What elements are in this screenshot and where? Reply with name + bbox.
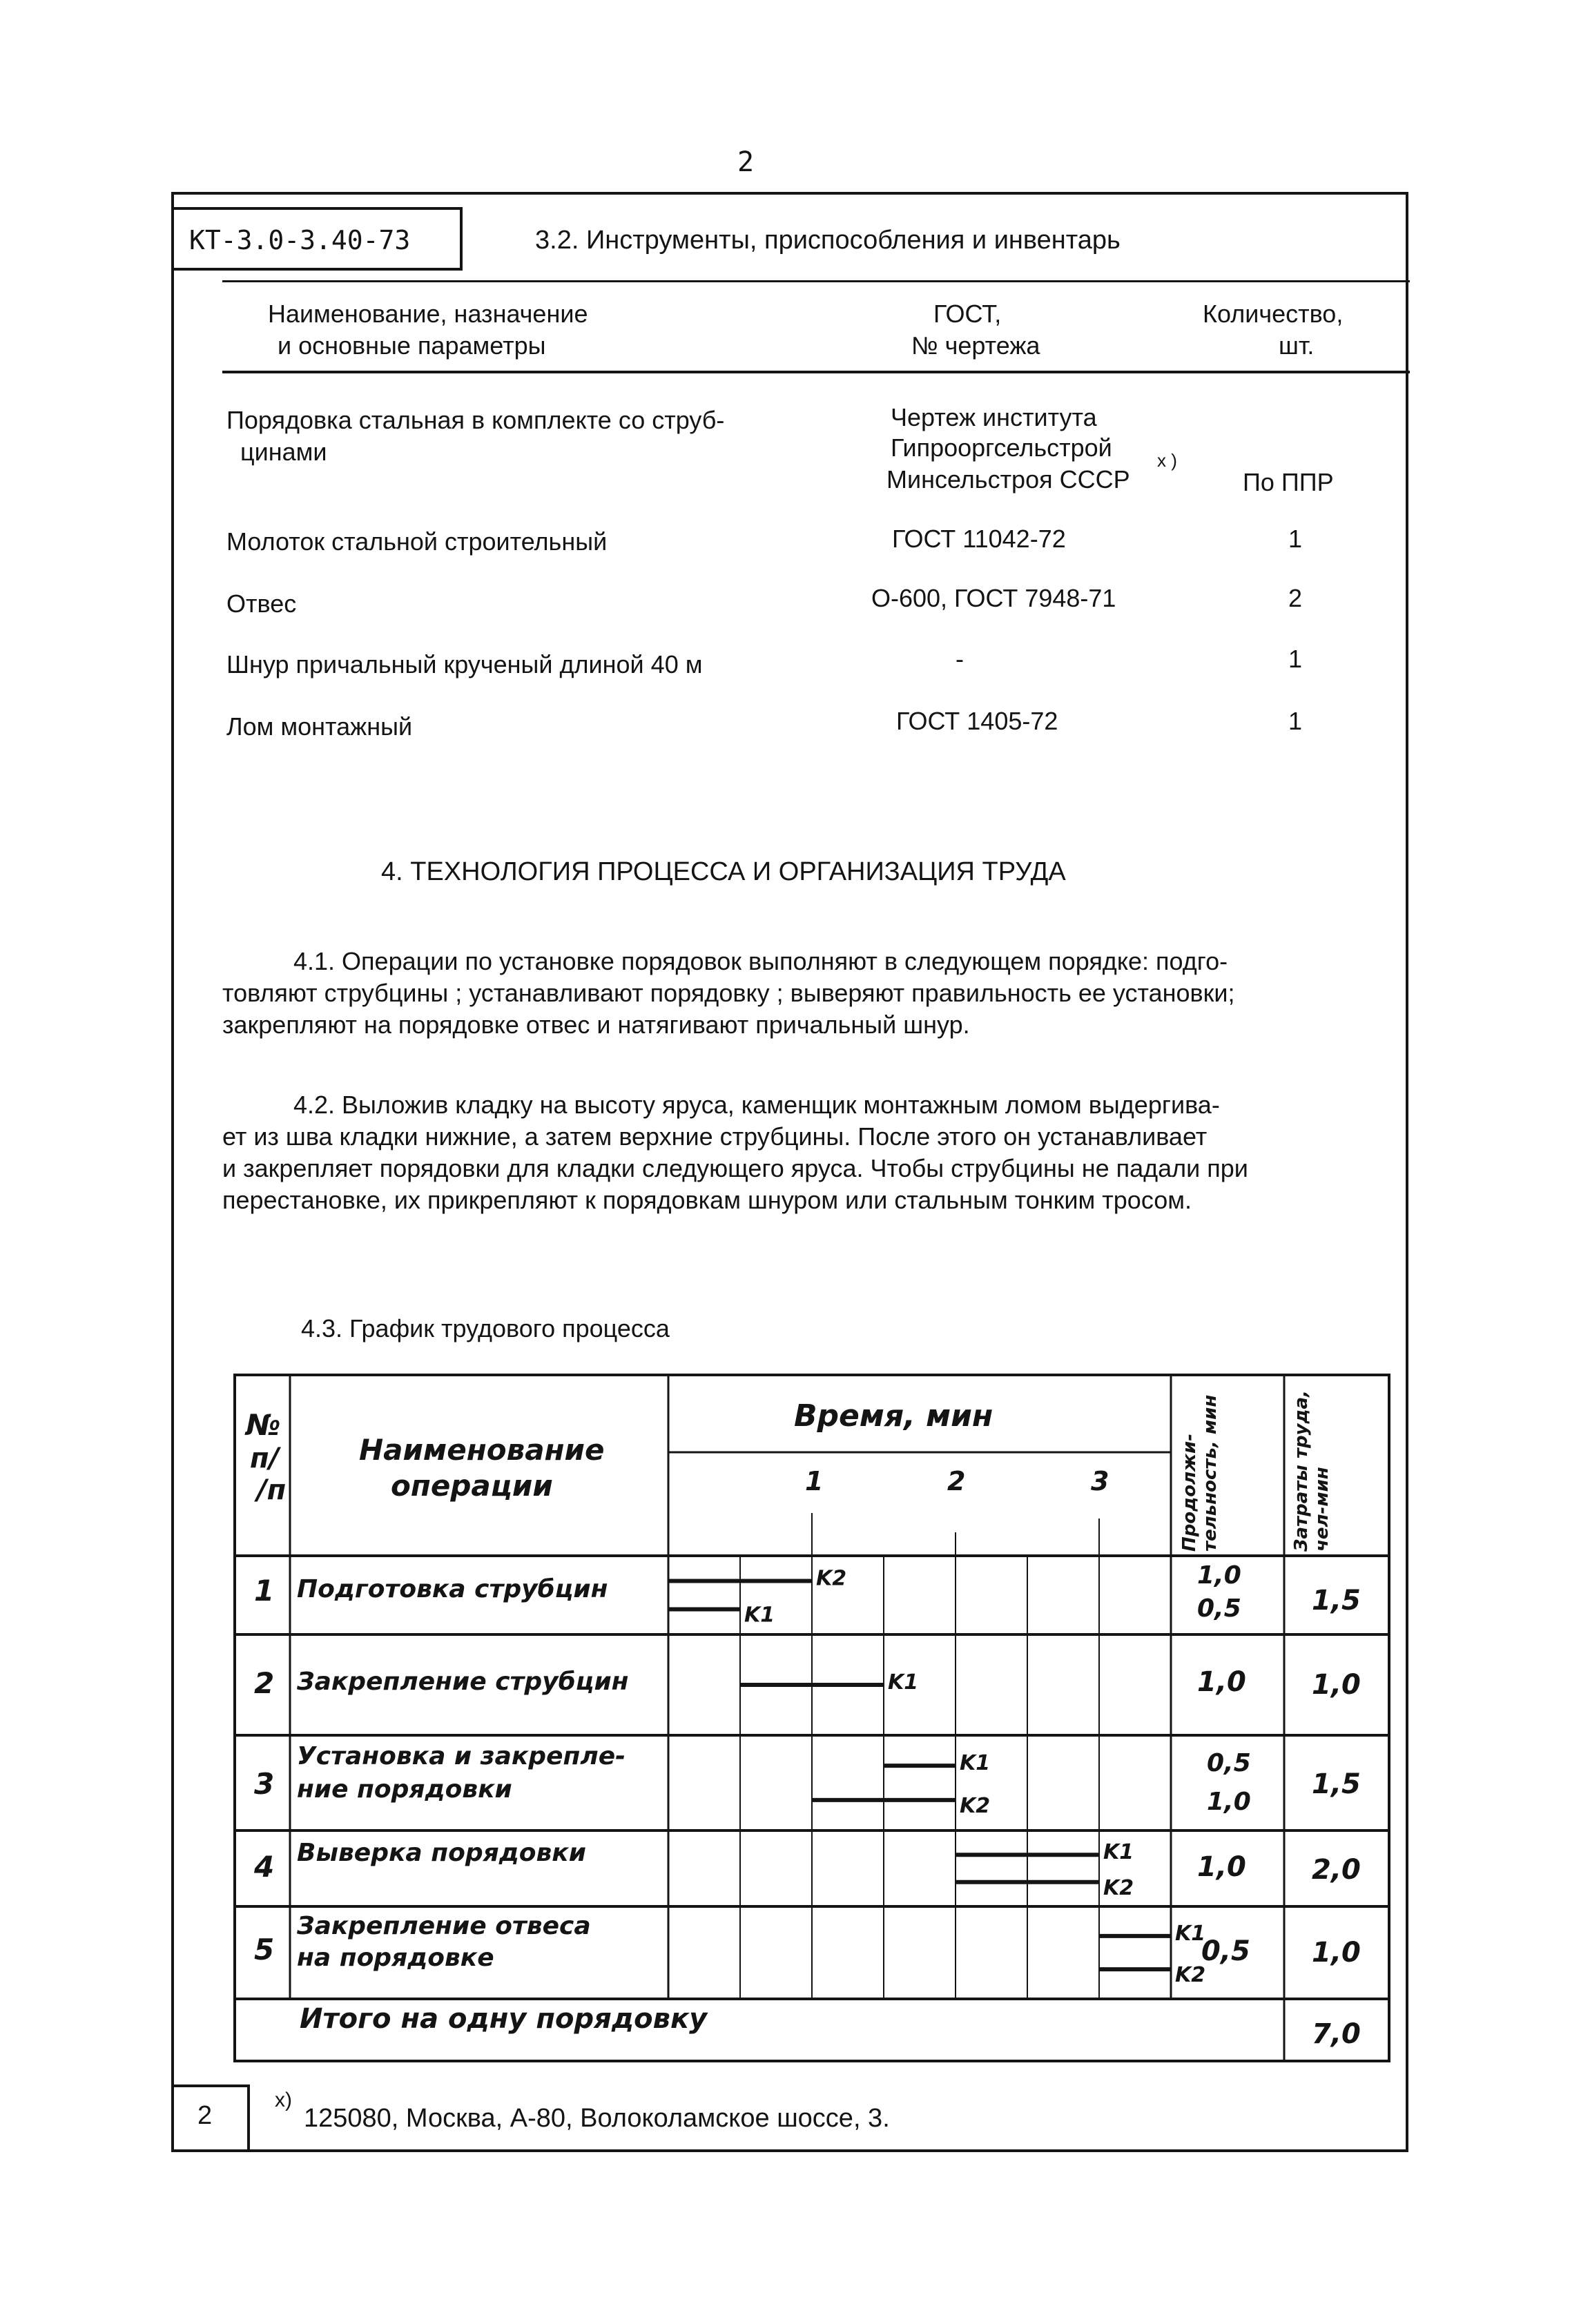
graph-row-2-no: 2 <box>254 1666 275 1700</box>
tools-header-qty-1: Количество, <box>1203 300 1344 328</box>
page-number-top: 2 <box>737 146 755 178</box>
tool-5-name: Лом монтажный <box>226 712 413 741</box>
para-4-2-line-4: перестановке, их прикрепляют к порядовкам шнуром или стальным тонким тросом. <box>222 1186 1192 1214</box>
tool-4-qty: 1 <box>1288 645 1303 673</box>
graph-row-3-no: 3 <box>254 1767 275 1801</box>
doc-code: КТ-3.0-3.40-73 <box>189 225 411 255</box>
page-number-bottom-box <box>173 2084 250 2151</box>
gantt-bar-label: K2 <box>1103 1875 1134 1900</box>
graph-row-1-dur-2: 0,5 <box>1197 1594 1241 1623</box>
graph-title: 4.3. График трудового процесса <box>301 1314 670 1342</box>
graph-row-4-name: Выверка порядовки <box>297 1839 586 1867</box>
tool-1-gost-1: Чертеж института <box>891 403 1097 431</box>
graph-head-no-3: /п <box>257 1474 287 1506</box>
graph-row-5-name-1: Закрепление отвеса <box>297 1912 591 1940</box>
graph-row-1-no: 1 <box>254 1574 275 1608</box>
graph-row-3-name-1: Установка и закрепле- <box>297 1742 626 1770</box>
para-4-2-line-1: 4.2. Выложив кладку на высоту яруса, каменщик монтажным ломом выдергива- <box>293 1091 1220 1119</box>
graph-head-no-2: п/ <box>250 1443 280 1474</box>
page-number-bottom: 2 <box>197 2101 213 2130</box>
tool-1-gost-3: Минсельстроя СССР <box>886 465 1130 494</box>
graph-row-3-dur-1: 0,5 <box>1207 1749 1251 1777</box>
graph-row-3-name-2: ние порядовки <box>297 1775 512 1804</box>
graph-row-3-dur-2: 1,0 <box>1207 1788 1251 1816</box>
graph-head-name-1: Наименование <box>359 1433 605 1467</box>
graph-row-4-dur-1: 1,0 <box>1197 1851 1246 1883</box>
tool-1-name-1: Порядовка стальная в комплекте со струб- <box>226 406 725 434</box>
section-4-title: 4. ТЕХНОЛОГИЯ ПРОЦЕССА И ОРГАНИЗАЦИЯ ТРУДА <box>381 857 1066 886</box>
tool-3-gost: О-600, ГОСТ 7948-71 <box>871 584 1116 612</box>
graph-row-4-labor: 2,0 <box>1312 1854 1361 1886</box>
tools-header-gost-1: ГОСТ, <box>933 300 1002 328</box>
tool-2-name: Молоток стальной строительный <box>226 527 608 556</box>
tool-1-gost-mark: x ) <box>1157 450 1177 471</box>
tool-2-qty: 1 <box>1288 525 1303 553</box>
graph-row-5-labor: 1,0 <box>1312 1937 1361 1969</box>
gantt-bar-label: K1 <box>744 1603 775 1628</box>
graph-tick-2: 2 <box>947 1466 966 1496</box>
tools-header-name-1: Наименование, назначение <box>268 300 588 328</box>
graph-row-5-dur-1: 0,5 <box>1201 1935 1250 1967</box>
graph-tick-1: 1 <box>805 1466 824 1496</box>
graph-tick-3: 3 <box>1091 1466 1109 1496</box>
graph-row-2-dur-1: 1,0 <box>1197 1666 1246 1698</box>
graph-row-4-no: 4 <box>254 1850 275 1884</box>
para-4-2-line-2: ет из шва кладки нижние, а затем верхние струбцины. После этого он устанавливает <box>222 1122 1208 1151</box>
footnote-text: 125080, Москва, А-80, Волоколамское шоссе, 3. <box>304 2104 890 2133</box>
gantt-bar-label: K2 <box>1175 1963 1206 1988</box>
tools-header-qty-2: шт. <box>1279 331 1315 360</box>
graph-total-labor: 7,0 <box>1312 2018 1361 2050</box>
gantt-bar-label: K1 <box>888 1670 919 1695</box>
para-4-2-line-3: и закрепляет порядовки для кладки следующего яруса. Чтобы струбцины не падали при <box>222 1154 1248 1182</box>
tools-header-name-2: и основные параметры <box>278 331 546 360</box>
tool-3-name: Отвес <box>226 589 297 618</box>
graph-row-1-dur-1: 1,0 <box>1197 1561 1241 1590</box>
graph-head-time: Время, мин <box>794 1398 993 1434</box>
tool-1-qty: По ППР <box>1243 468 1334 496</box>
section-3-2-title: 3.2. Инструменты, приспособления и инвентарь <box>535 226 1121 255</box>
tool-4-gost: - <box>956 645 964 673</box>
para-4-1-line-1: 4.1. Операции по установке порядовок выполняют в следующем порядке: подго- <box>293 947 1228 975</box>
tool-2-gost: ГОСТ 11042-72 <box>892 525 1066 553</box>
graph-row-1-labor: 1,5 <box>1312 1585 1361 1617</box>
graph-row-1-name: Подготовка струбцин <box>297 1575 608 1603</box>
tool-4-name: Шнур причальный крученый длиной 40 м <box>226 650 703 678</box>
footnote-mark: x) <box>275 2089 292 2111</box>
graph-row-2-labor: 1,0 <box>1312 1669 1361 1701</box>
para-4-1-line-2: товляют струбцины ; устанавливают порядовку ; выверяют правильность ее установки; <box>222 979 1235 1007</box>
graph-row-5-no: 5 <box>254 1933 275 1966</box>
gantt-bar-label: K2 <box>960 1793 991 1818</box>
gantt-bar-label: K1 <box>1175 1921 1206 1946</box>
graph-head-duration: Продолжи-тельность, мин <box>1179 1394 1221 1552</box>
graph-row-2-name: Закрепление струбцин <box>297 1668 629 1696</box>
gantt-bar-label: K1 <box>960 1751 991 1776</box>
para-4-1-line-3: закрепляют на порядовке отвес и натягивают причальный шнур. <box>222 1010 970 1039</box>
gantt-bar-label: K1 <box>1103 1840 1134 1865</box>
graph-bars <box>668 1566 1205 1987</box>
tools-header-gost-2: № чертежа <box>911 331 1040 360</box>
tool-1-name-2: цинами <box>240 438 327 466</box>
tool-5-qty: 1 <box>1288 707 1303 735</box>
graph-row-5-name-2: на порядовке <box>297 1944 494 1972</box>
graph-total-label: Итого на одну порядовку <box>300 2003 708 2035</box>
tool-1-gost-2: Гипрооргсельстрой <box>891 433 1112 462</box>
tool-5-gost: ГОСТ 1405-72 <box>896 707 1058 735</box>
tool-3-qty: 2 <box>1288 584 1303 612</box>
graph-head-no-1: № <box>246 1408 281 1442</box>
gantt-bar-label: K2 <box>816 1566 847 1591</box>
graph-head-labor: Затраты труда, чел-мин <box>1291 1390 1332 1552</box>
graph-head-name-2: операции <box>391 1469 553 1503</box>
graph-row-3-labor: 1,5 <box>1312 1768 1361 1800</box>
